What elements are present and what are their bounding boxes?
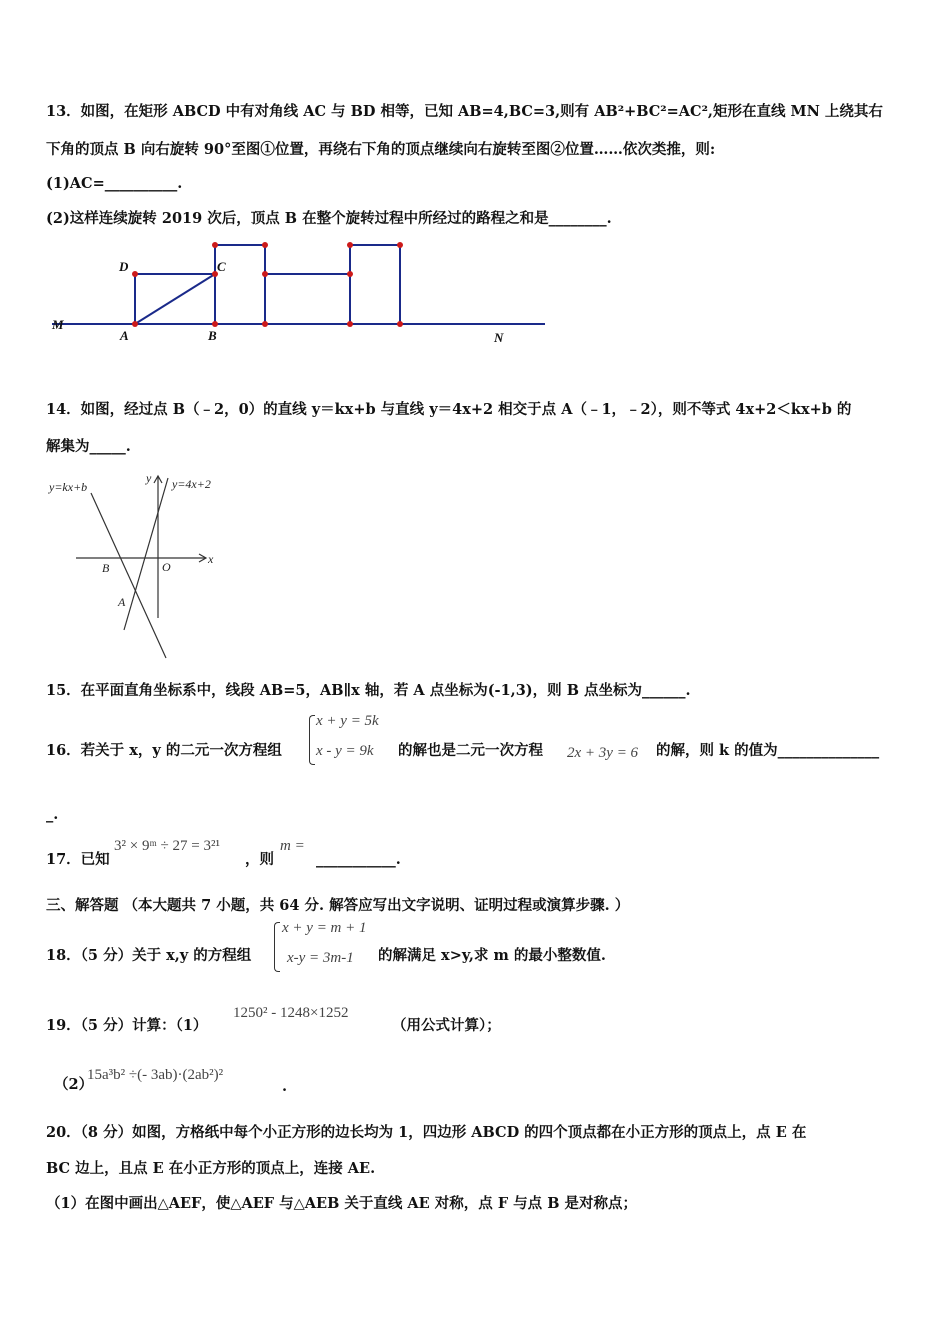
q19-expression-1: 1250² - 1248×1252 [233, 1005, 349, 1021]
q13-line1: 13．如图，在矩形 ABCD 中有对角线 AC 与 BD 相等，已知 AB=4,BC=3,则有 AB²+BC²=AC²,矩形在直线 MN 上绕其右 [46, 103, 883, 120]
q15-text: 15．在平面直角坐标系中，线段 AB=5，AB∥x 轴，若 A 点坐标为(-1,3)，则 B 点坐标为______. [46, 682, 691, 699]
label-n: N [494, 330, 504, 345]
label-a: A [120, 328, 129, 343]
label-b: B [102, 561, 110, 575]
label-y-axis: y [146, 471, 152, 485]
rectangle-position-3 [350, 245, 400, 324]
q14-line1: 14．如图，经过点 B（﹣2，0）的直线 y＝kx+b 与直线 y＝4x+2 相交于点 A（﹣1，﹣2），则不等式 4x+2＜kx+b 的 [46, 401, 852, 418]
section-3-title: 三、解答题 （本大题共 7 小题，共 64 分. 解答应写出文字说明、证明过程或演算步骤. ） [46, 897, 630, 914]
q19-part2-label: （2） [54, 1076, 94, 1093]
label-d: D [119, 259, 129, 274]
q18-eq2: x-y = 3m-1 [287, 950, 354, 966]
q17-middle: ，则 [245, 851, 274, 868]
q13-rotating-rectangle-figure [40, 235, 560, 350]
q18-suffix: 的解满足 x>y,求 m 的最小整数值. [378, 947, 606, 964]
q17-variable: m = [280, 838, 305, 854]
q16-suffix: 的解，则 k 的值为______________ [656, 742, 880, 759]
q13-part1: (1)AC=__________. [46, 175, 183, 192]
q16-prefix: 16．若关于 x，y 的二元一次方程组 [46, 742, 282, 759]
q19-end: . [282, 1078, 288, 1095]
q18-system-brace [274, 922, 280, 972]
label-y-kx-b: y=kx+b [49, 480, 88, 494]
q20-line1: 20．（8 分）如图，方格纸中每个小正方形的边长均为 1，四边形 ABCD 的四个顶点都在小正方形的顶点上，点 E 在 [46, 1124, 807, 1141]
rectangle-position-2 [265, 274, 350, 324]
label-o: O [162, 560, 171, 574]
line-4x-plus-2 [124, 478, 168, 630]
label-y-4x-2: y=4x+2 [172, 477, 211, 491]
q18-prefix: 18．（5 分）关于 x,y 的方程组 [46, 947, 252, 964]
label-m: M [52, 317, 64, 332]
q20-line2: BC 边上，且点 E 在小正方形的顶点上，连接 AE. [46, 1160, 376, 1177]
diagonal-ac [135, 274, 215, 324]
label-b: B [208, 328, 217, 343]
q16-eq1: x + y = 5k [316, 713, 379, 729]
q17-expression: 3² × 9ᵐ ÷ 27 = 3²¹ [114, 838, 220, 854]
q16-tail: _. [46, 806, 59, 823]
q13-part2: (2)这样连续旋转 2019 次后，顶点 B 在整个旋转过程中所经过的路程之和是________. [46, 210, 612, 227]
rectangle-position-1 [215, 245, 265, 324]
q14-line2: 解集为_____. [46, 438, 131, 455]
label-c: C [217, 259, 226, 274]
q17-suffix: ___________. [316, 851, 401, 868]
q17-prefix: 17．已知 [46, 851, 110, 868]
label-a: A [118, 595, 126, 609]
q19-prefix: 19．（5 分）计算：（1） [46, 1017, 208, 1034]
q14-graph-figure [46, 468, 236, 663]
q16-middle: 的解也是二元一次方程 [398, 742, 543, 759]
q16-eq3: 2x + 3y = 6 [567, 745, 639, 761]
q20-line3: （1）在图中画出△AEF，使△AEF 与△AEB 关于直线 AE 对称，点 F 与点 B 是对称点； [46, 1195, 638, 1212]
q19-expression-2: 15a³b² ÷(- 3ab)·(2ab²)² [87, 1067, 224, 1083]
q16-system-brace [309, 715, 315, 765]
label-x-axis: x [208, 552, 214, 566]
q13-line2: 下角的顶点 B 向右旋转 90°至图①位置，再绕右下角的顶点继续向右旋转至图②位置……依次类推，则: [46, 141, 716, 158]
q18-eq1: x + y = m + 1 [282, 920, 367, 936]
line-kx-plus-b [91, 493, 166, 658]
q16-eq2: x - y = 9k [316, 743, 374, 759]
q19-note: （用公式计算）； [392, 1017, 501, 1034]
